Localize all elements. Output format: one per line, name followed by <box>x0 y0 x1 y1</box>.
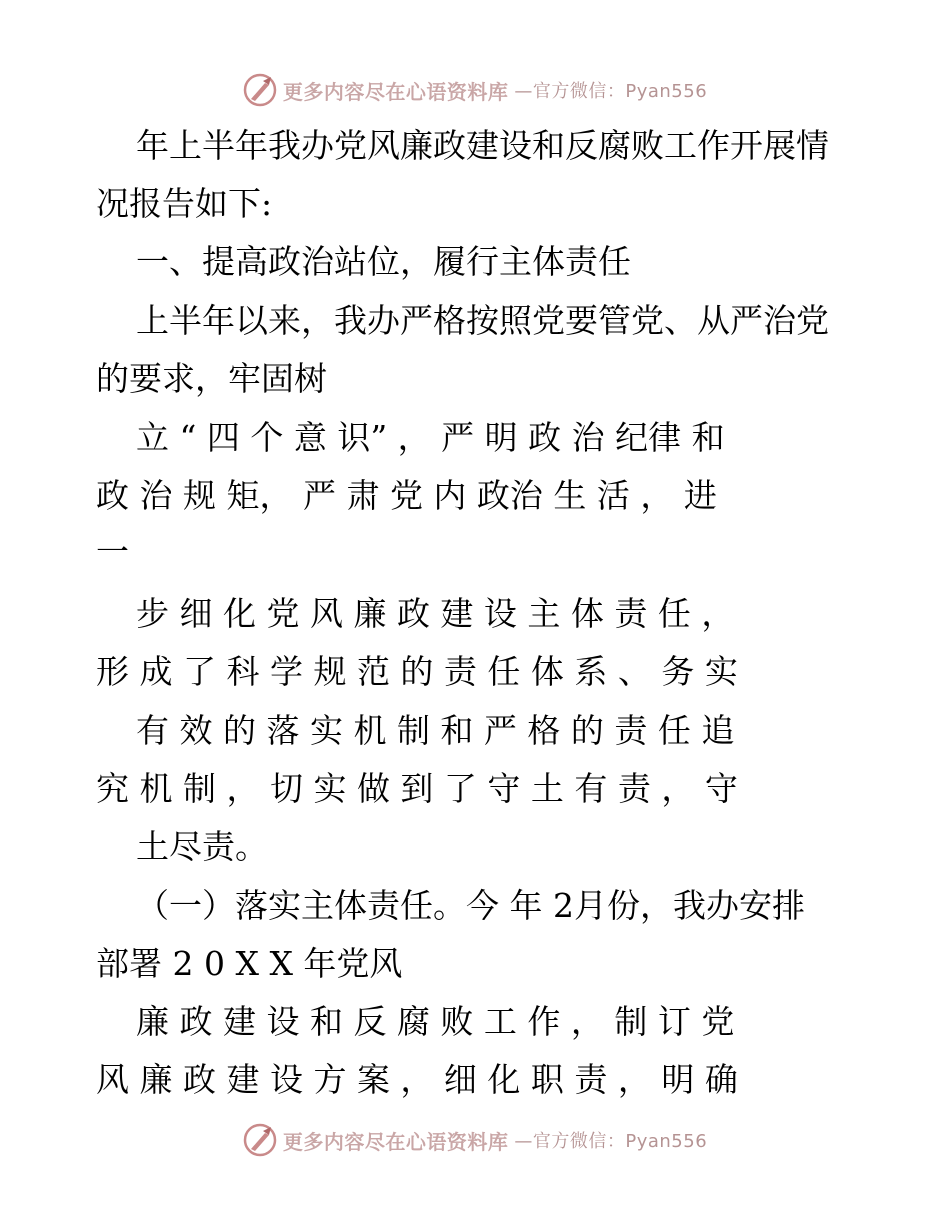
body-line-8: 一 <box>96 532 129 571</box>
body-line-11: 有 效 的 落 实 机 制 和 严 格 的 责 任 追 <box>136 711 735 750</box>
body-line-13: 土尽责。 <box>136 827 268 866</box>
body-line-12: 究 机 制 ， 切 实 做 到 了 守 土 有 责 ， 守 <box>96 769 738 808</box>
body-line-6: 立 “ 四 个 意 识” ， 严 明 政 治 纪律 和 <box>136 418 725 457</box>
body-line-9: 步 细 化 党 风 廉 政 建 设 主 体 责 任 ， <box>136 594 735 633</box>
body-line-4: 上半年以来，我办严格按照党要管党、从严治党 <box>136 301 829 340</box>
body-line-5: 的要求，牢固树 <box>96 359 327 398</box>
watermark-sub-text: —官方微信：Pyan556 <box>514 1131 708 1152</box>
body-line-10: 形 成 了 科 学 规 范 的 责 任 体 系 、 务 实 <box>96 652 738 691</box>
body-line-17: 风 廉 政 建 设 方 案 ， 细 化 职 责 ， 明 确 <box>96 1060 738 1099</box>
watermark-sub-text: —官方微信：Pyan556 <box>514 81 708 102</box>
watermark-banner-top <box>0 68 950 112</box>
body-line-15: 部署 2 0 X X 年党风 <box>96 944 403 983</box>
body-line-14: （一）落实主体责任。今 年 2月份，我办安排 <box>136 886 805 925</box>
quill-pen-logo-icon <box>243 73 277 107</box>
body-line-3: 一、提高政治站位，履行主体责任 <box>136 242 631 281</box>
body-line-2: 况报告如下: <box>96 184 273 223</box>
watermark-main-text: 更多内容尽在心语资料库 <box>282 79 509 104</box>
body-line-7: 政 治 规 矩， 严 肃 党 内 政治 生 活 ， 进 <box>96 476 717 515</box>
quill-pen-logo-icon <box>243 1123 277 1157</box>
watermark-banner-bottom <box>0 1118 950 1162</box>
watermark-main-text: 更多内容尽在心语资料库 <box>282 1129 509 1154</box>
body-line-16: 廉 政 建 设 和 反 腐 败 工 作 ， 制 订 党 <box>136 1002 735 1041</box>
body-line-1: 年上半年我办党风廉政建设和反腐败工作开展情 <box>136 126 829 165</box>
